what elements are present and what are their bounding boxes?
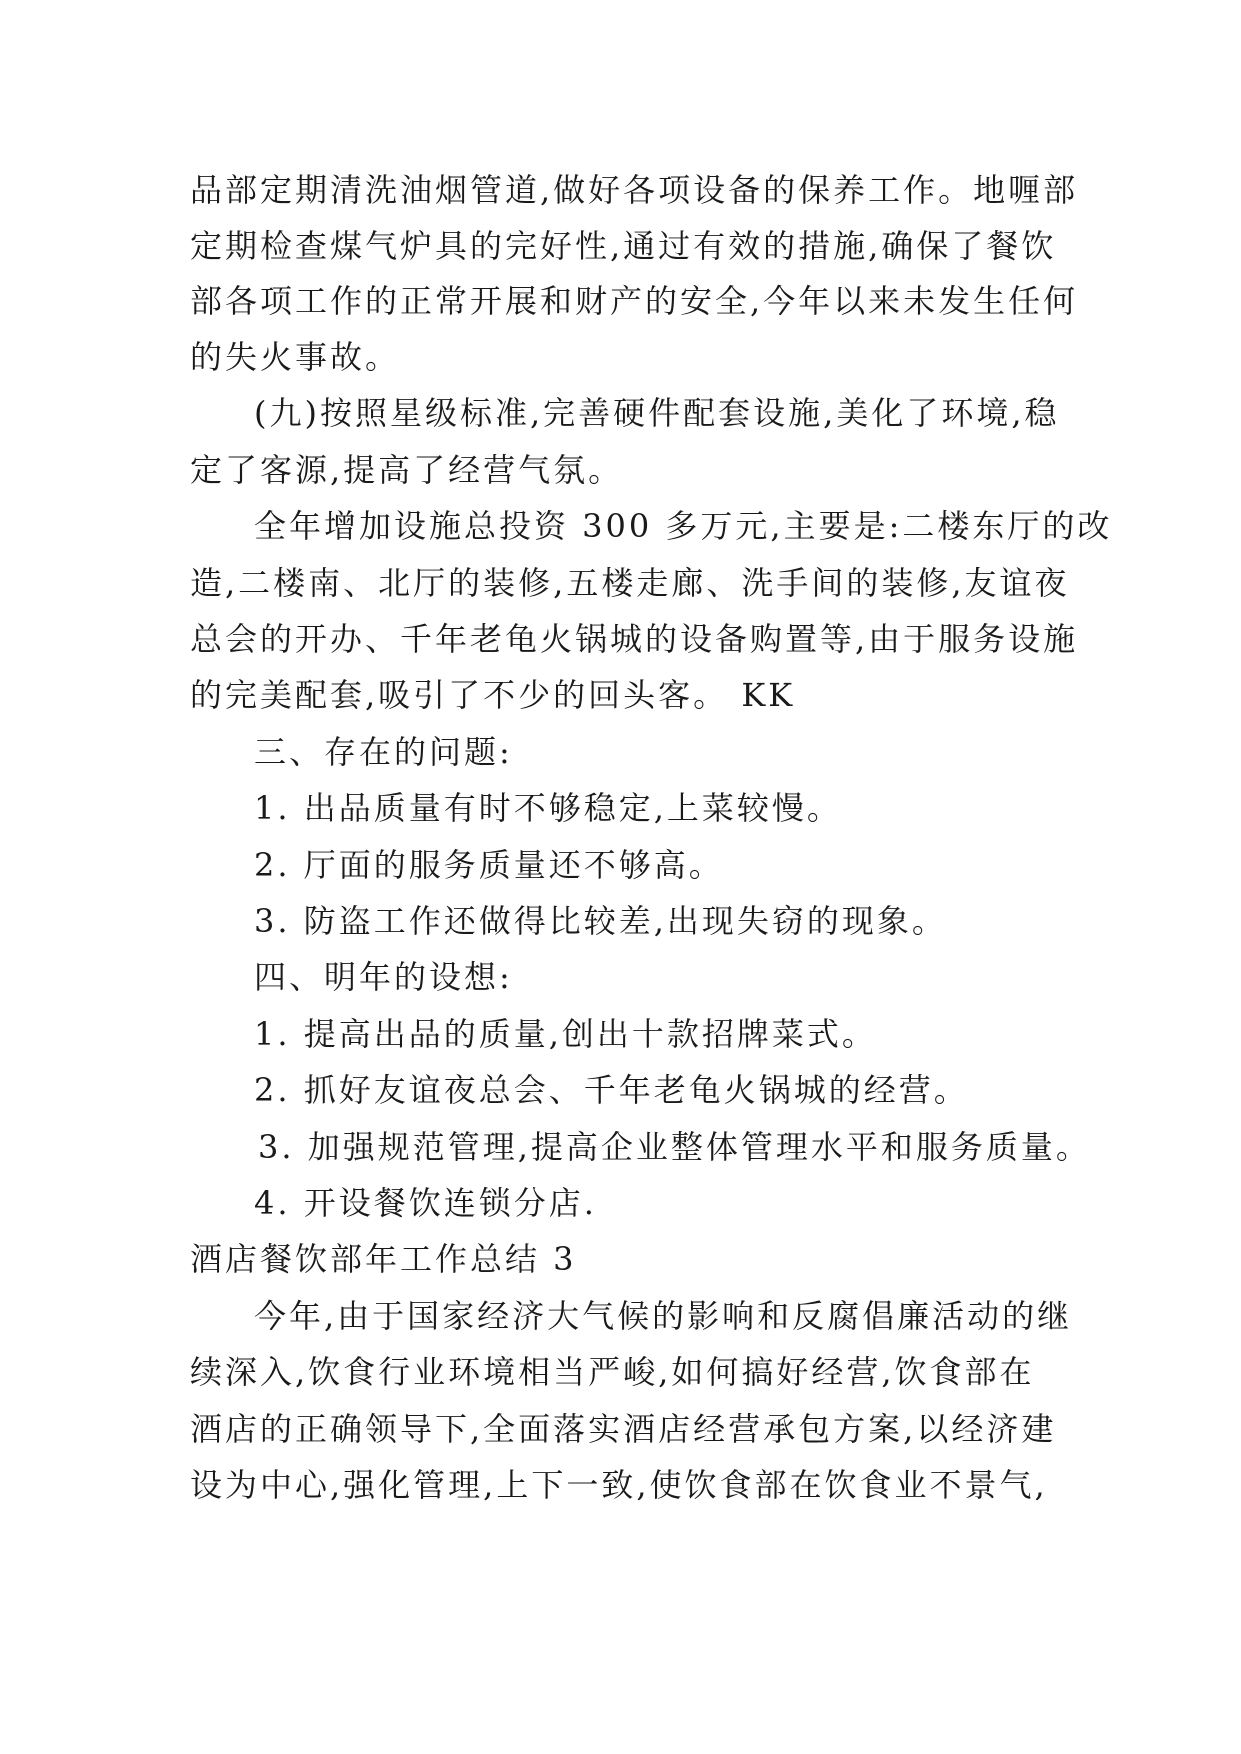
text-line: 设为中心,强化管理,上下一致,使饮食部在饮食业不景气, xyxy=(190,1466,1048,1504)
text-line: 今年,由于国家经济大气候的影响和反腐倡廉活动的继 xyxy=(254,1297,1073,1335)
document-title: 酒店餐饮部年工作总结 3 xyxy=(190,1240,577,1278)
text-line: 酒店的正确领导下,全面落实酒店经营承包方案,以经济建 xyxy=(190,1410,1057,1448)
list-item: 1. 提高出品的质量,创出十款招牌菜式。 xyxy=(254,1015,877,1053)
text-line: 的失火事故。 xyxy=(190,338,401,376)
text-line: 总会的开办、千年老龟火锅城的设备购置等,由于服务设施 xyxy=(190,620,1079,658)
text-line: 部各项工作的正常开展和财产的安全,今年以来未发生任何 xyxy=(190,282,1079,320)
text-line: 的完美配套,吸引了不少的回头客。 KK xyxy=(190,676,796,714)
section-heading: 四、明年的设想: xyxy=(254,958,513,996)
list-item: 4. 开设餐饮连锁分店. xyxy=(254,1184,597,1222)
text-line: 品部定期清洗油烟管道,做好各项设备的保养工作。地喱部 xyxy=(190,171,1079,209)
text-line: 全年增加设施总投资 300 多万元,主要是:二楼东厅的改 xyxy=(254,507,1113,545)
list-item: 3. 加强规范管理,提高企业整体管理水平和服务质量。 xyxy=(258,1128,1091,1166)
section-heading: 三、存在的问题: xyxy=(254,733,513,771)
list-item: 1. 出品质量有时不够稳定,上菜较慢。 xyxy=(254,789,842,827)
list-item: 2. 厅面的服务质量还不够高。 xyxy=(254,846,724,884)
list-item: 3. 防盗工作还做得比较差,出现失窃的现象。 xyxy=(254,902,947,940)
text-line: 定了客源,提高了经营气氛。 xyxy=(190,451,624,489)
text-line: 定期检查煤气炉具的完好性,通过有效的措施,确保了餐饮 xyxy=(190,227,1057,265)
text-line: 造,二楼南、北厅的装修,五楼走廊、洗手间的装修,友谊夜 xyxy=(190,564,1070,602)
list-item: 2. 抓好友谊夜总会、千年老龟火锅城的经营。 xyxy=(254,1071,969,1109)
section-heading: (九)按照星级标准,完善硬件配套设施,美化了环境,稳 xyxy=(254,394,1060,432)
text-line: 续深入,饮食行业环境相当严峻,如何搞好经营,饮食部在 xyxy=(190,1353,1035,1391)
